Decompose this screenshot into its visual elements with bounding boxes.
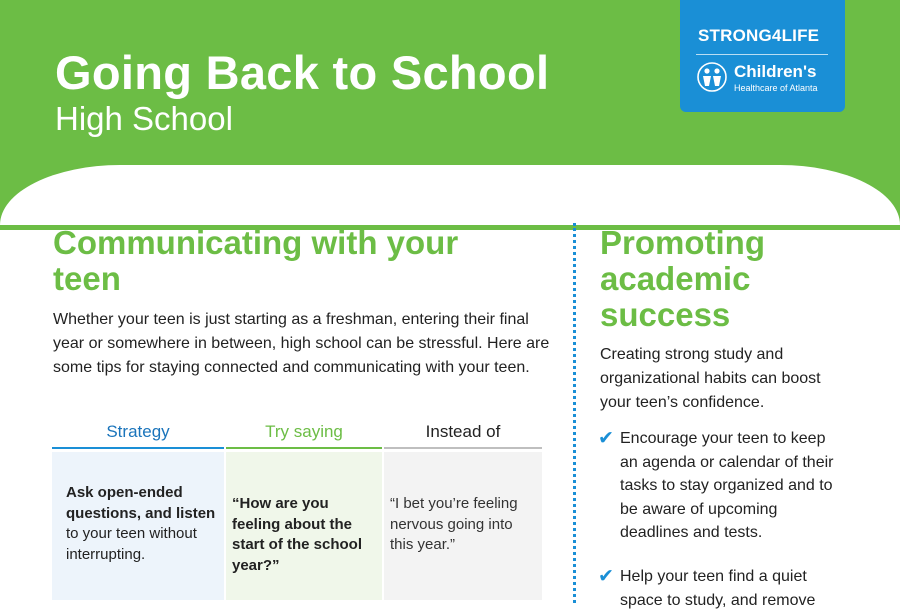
checkmark-icon: ✔ xyxy=(598,428,614,449)
section-heading-communicating: Communicating with your teen xyxy=(53,224,459,297)
strategy-rest: to your teen without interrupting. xyxy=(66,525,197,563)
column-header-strategy: Strategy xyxy=(52,422,224,449)
communicating-intro: Whether your teen is just starting as a freshman, entering their final year or somewhere in between, high school can be stressful. Here are some tips for staying connected and communicating with your teen. xyxy=(53,311,550,376)
academic-intro: Creating strong study and organizational habits can boost your teen’s confidence. xyxy=(600,346,821,411)
strong4life-logo[interactable] xyxy=(680,0,845,112)
header-curve xyxy=(0,165,900,225)
childrens-emblem-icon xyxy=(697,62,727,92)
instead-of-text: “I bet you’re feeling nervous going into this year.” xyxy=(390,495,518,553)
academic-bullet: Help your teen find a quiet space to study, and remove xyxy=(620,568,816,609)
strong4life-wordmark: STRONG4LIFE xyxy=(698,26,820,45)
healthcare-of-atlanta-text: Healthcare of Atlanta xyxy=(734,83,818,93)
strategy-bold-ask: Ask open-ended questions, and xyxy=(66,484,183,522)
page-subtitle: High School xyxy=(55,100,233,137)
section-heading-academic: Promoting academic success xyxy=(600,224,765,333)
try-saying-text: “How are you feeling about the start of the school year?” xyxy=(232,495,363,574)
strategy-text xyxy=(66,483,216,565)
logo-divider xyxy=(696,54,828,55)
column-header-try-saying: Try saying xyxy=(226,422,382,449)
column-divider xyxy=(573,223,576,603)
page-title: Going Back to School xyxy=(55,46,550,99)
strategy-bold-listen: listen xyxy=(176,504,216,522)
academic-bullet: Encourage your teen to keep an agenda or calendar of their tasks to stay organized and to be aware of upcoming deadlines and tests. xyxy=(620,430,834,541)
childrens-wordmark: Children's xyxy=(734,62,817,81)
checkmark-icon: ✔ xyxy=(598,566,614,587)
column-header-instead-of: Instead of xyxy=(384,422,542,449)
